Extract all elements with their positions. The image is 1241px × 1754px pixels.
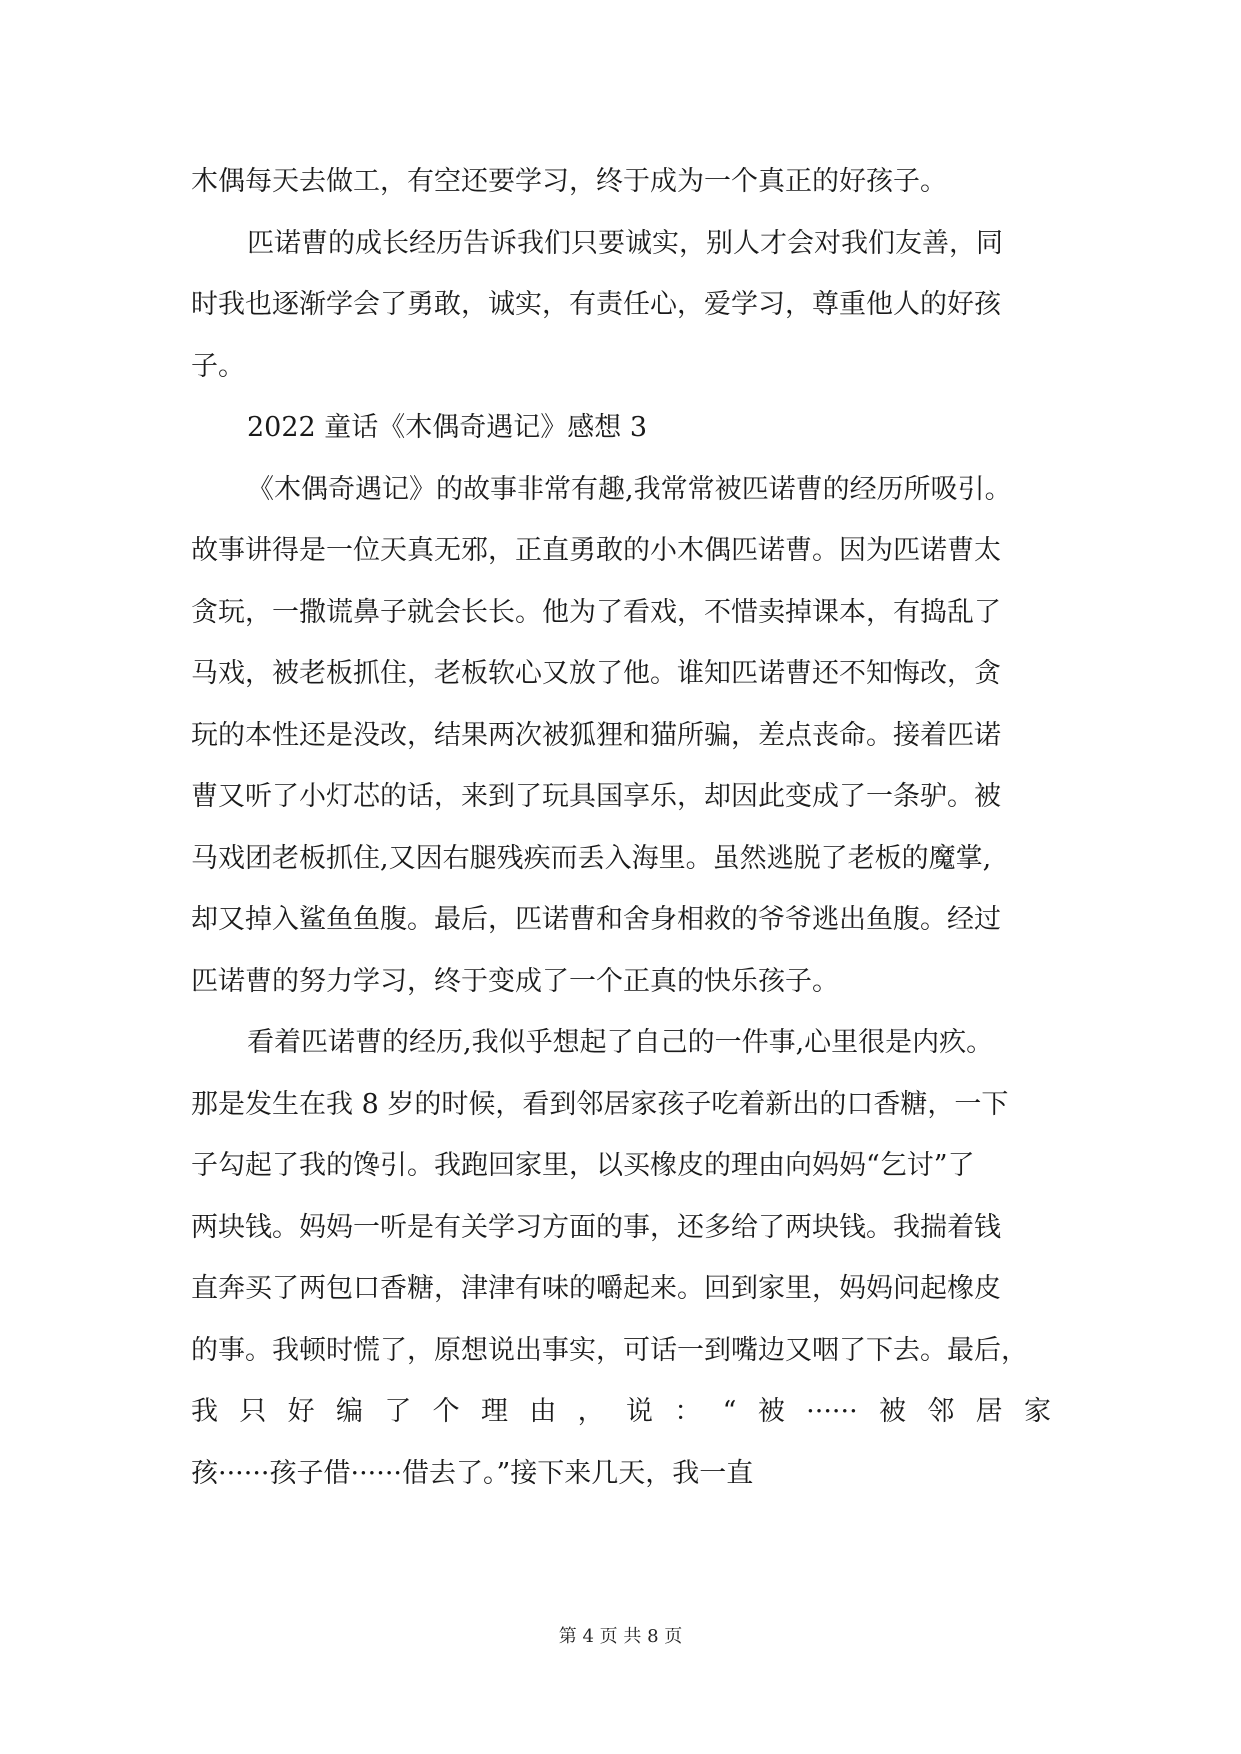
- document-body: [191, 160, 1051, 1513]
- section-heading: 2022 童话《木偶奇遇记》感想 3: [247, 412, 648, 443]
- text-line: 时我也逐渐学会了勇敢，诚实，有责任心，爱学习，尊重他人的好孩: [191, 289, 1001, 320]
- text-line: 那是发生在我 8 岁的时候，看到邻居家孩子吃着新出的口香糖，一下: [191, 1088, 1009, 1120]
- text-line: 《木偶奇遇记》的故事非常有趣,我常常被匹诺曹的经历所吸引。: [247, 473, 1012, 505]
- text-line: 却又掉入鲨鱼鱼腹。最后，匹诺曹和舍身相救的爷爷逃出鱼腹。经过: [191, 904, 1001, 935]
- text-line: 马戏团老板抓住,又因右腿残疾而丢入海里。虽然逃脱了老板的魔掌,: [191, 842, 992, 874]
- text-line: 马戏，被老板抓住，老板软心又放了他。谁知匹诺曹还不知悔改，贪: [191, 658, 1001, 689]
- text-line: 匹诺曹的努力学习，终于变成了一个正真的快乐孩子。: [191, 965, 839, 997]
- text-line: 匹诺曹的成长经历告诉我们只要诚实，别人才会对我们友善，同: [247, 227, 1003, 259]
- text-line: 贪玩，一撒谎鼻子就会长长。他为了看戏，不惜卖掉课本，有捣乱了: [191, 596, 1001, 628]
- text-line: 故事讲得是一位天真无邪，正直勇敢的小木偶匹诺曹。因为匹诺曹太: [191, 535, 1001, 566]
- text-line: 子。: [191, 350, 245, 382]
- text-line: 的事。我顿时慌了，原想说出事实，可话一到嘴边又咽了下去。最后，: [191, 1334, 1028, 1366]
- text-line: 子勾起了我的馋引。我跑回家里，以买橡皮的理由向妈妈“乞讨”了: [191, 1150, 975, 1181]
- text-line: 我只好编了个理由，说：“被······被邻居家: [191, 1396, 1051, 1427]
- page-number: 第 4 页 共 8 页: [558, 1626, 683, 1647]
- text-line: 孩······孩子借······借去了。”接下来几天，我一直: [191, 1457, 754, 1489]
- text-line: 两块钱。妈妈一听是有关学习方面的事，还多给了两块钱。我揣着钱: [191, 1211, 1001, 1243]
- text-line: 木偶每天去做工，有空还要学习，终于成为一个真正的好孩子。: [191, 166, 947, 197]
- text-line: 看着匹诺曹的经历,我似乎想起了自己的一件事,心里很是内疚。: [247, 1027, 994, 1058]
- text-line: 曹又听了小灯芯的话，来到了玩具国享乐，却因此变成了一条驴。被: [191, 781, 1001, 812]
- text-line: 玩的本性还是没改，结果两次被狐狸和猫所骗，差点丧命。接着匹诺: [191, 719, 1001, 751]
- text-line: 直奔买了两包口香糖，津津有味的嚼起来。回到家里，妈妈问起橡皮: [191, 1273, 1001, 1304]
